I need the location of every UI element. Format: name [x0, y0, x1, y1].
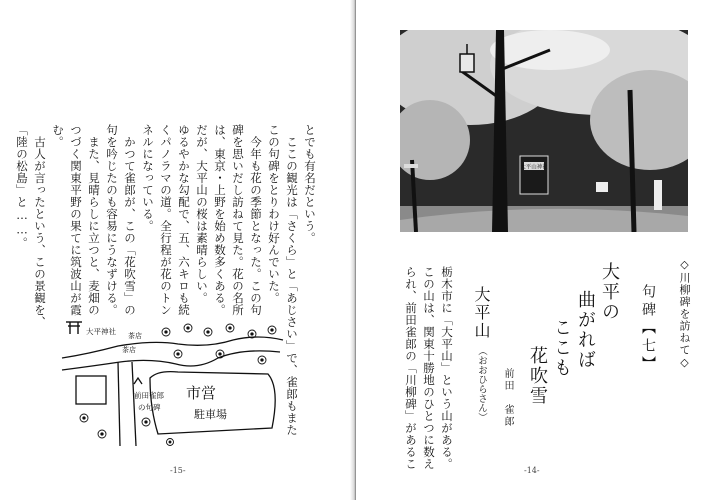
- place-reading: （おおひらさん）: [476, 346, 487, 422]
- right-page: [356, 0, 710, 500]
- map-road: [62, 351, 280, 370]
- text-column: とでも有名だという。: [303, 124, 317, 244]
- map-road: [118, 362, 120, 446]
- page-number: -14-: [524, 466, 540, 475]
- haiku-line: 花吹雪: [527, 346, 548, 406]
- map-label-teahouse: 茶店: [122, 346, 136, 354]
- photo-sign-text: 大平山神社: [520, 164, 548, 171]
- map-road: [132, 362, 136, 446]
- text-column: この山は、関東十勝地のひとつに数え: [422, 266, 436, 470]
- map-label-teahouse: 茶店: [128, 332, 142, 340]
- text-column: かつて雀郎が、この「花吹雪」の: [123, 124, 137, 316]
- map-label-monument: の句碑: [138, 403, 161, 412]
- map-label-parking: 駐車場: [194, 408, 227, 421]
- map-label-parking: 市営: [186, 384, 217, 402]
- text-column: 句を吟じたのも容易にうなずける。: [105, 124, 119, 316]
- text-column: 「陸の松島」と……。: [15, 124, 29, 249]
- text-column: だが、大平山の桜は素晴らしい。: [195, 124, 209, 304]
- text-column: 古人が言ったという、この景観を、: [33, 124, 47, 328]
- area-map: [58, 318, 288, 446]
- text-column: つづく関東平野の果てに筑波山が霞: [69, 124, 83, 316]
- series-title: ◇川柳碑を訪ねて◇: [678, 258, 691, 370]
- map-label-shrine: 大平神社: [86, 327, 116, 336]
- cherry-blossom-photo: [400, 30, 688, 232]
- text-column: くパノラマの道。全行程が花のトン: [159, 124, 173, 316]
- map-building: [76, 376, 106, 404]
- haiku-line: 曲がれば: [575, 290, 596, 370]
- monument-marker: [134, 378, 142, 384]
- map-label-monument: 前田雀郎: [134, 391, 164, 400]
- haiku-line: 大平の: [599, 262, 620, 322]
- text-column: は、東京・上野を始め数多くある。: [213, 124, 227, 316]
- torii-icon: [66, 322, 82, 334]
- cherry-blossom-icons: [80, 324, 276, 446]
- text-column: 今年も花の季節となった。この句: [249, 124, 263, 316]
- haiku-author: 前田 雀郎: [502, 368, 513, 428]
- chapter-heading: 句碑【七】: [640, 284, 656, 374]
- text-column: ネルになっている。: [141, 124, 155, 232]
- text-column: ここの観光は「さくら」と「あじさい」で、雀郎もまた: [285, 124, 299, 436]
- text-column: また、見晴らしに立つと、麦畑の: [87, 124, 101, 316]
- page-number: -15-: [170, 466, 186, 475]
- map-road: [62, 337, 283, 358]
- haiku-line: ここも: [551, 318, 572, 378]
- text-column: この句碑をとりわけ好んでいた。: [267, 124, 281, 304]
- place-name: 大平山: [472, 286, 491, 340]
- text-column: む。: [51, 124, 65, 148]
- text-column: 栃木市に「大平山」という山がある。: [440, 266, 454, 470]
- text-column: られ、前田雀郎の「川柳碑」があるこ: [404, 266, 418, 470]
- text-column: ゆるやかな勾配で、五、六キロも続: [177, 124, 191, 316]
- text-column: 碑を思いだし訪ねて見た。花の名所: [231, 124, 245, 316]
- parking-lot-outline: [150, 372, 275, 434]
